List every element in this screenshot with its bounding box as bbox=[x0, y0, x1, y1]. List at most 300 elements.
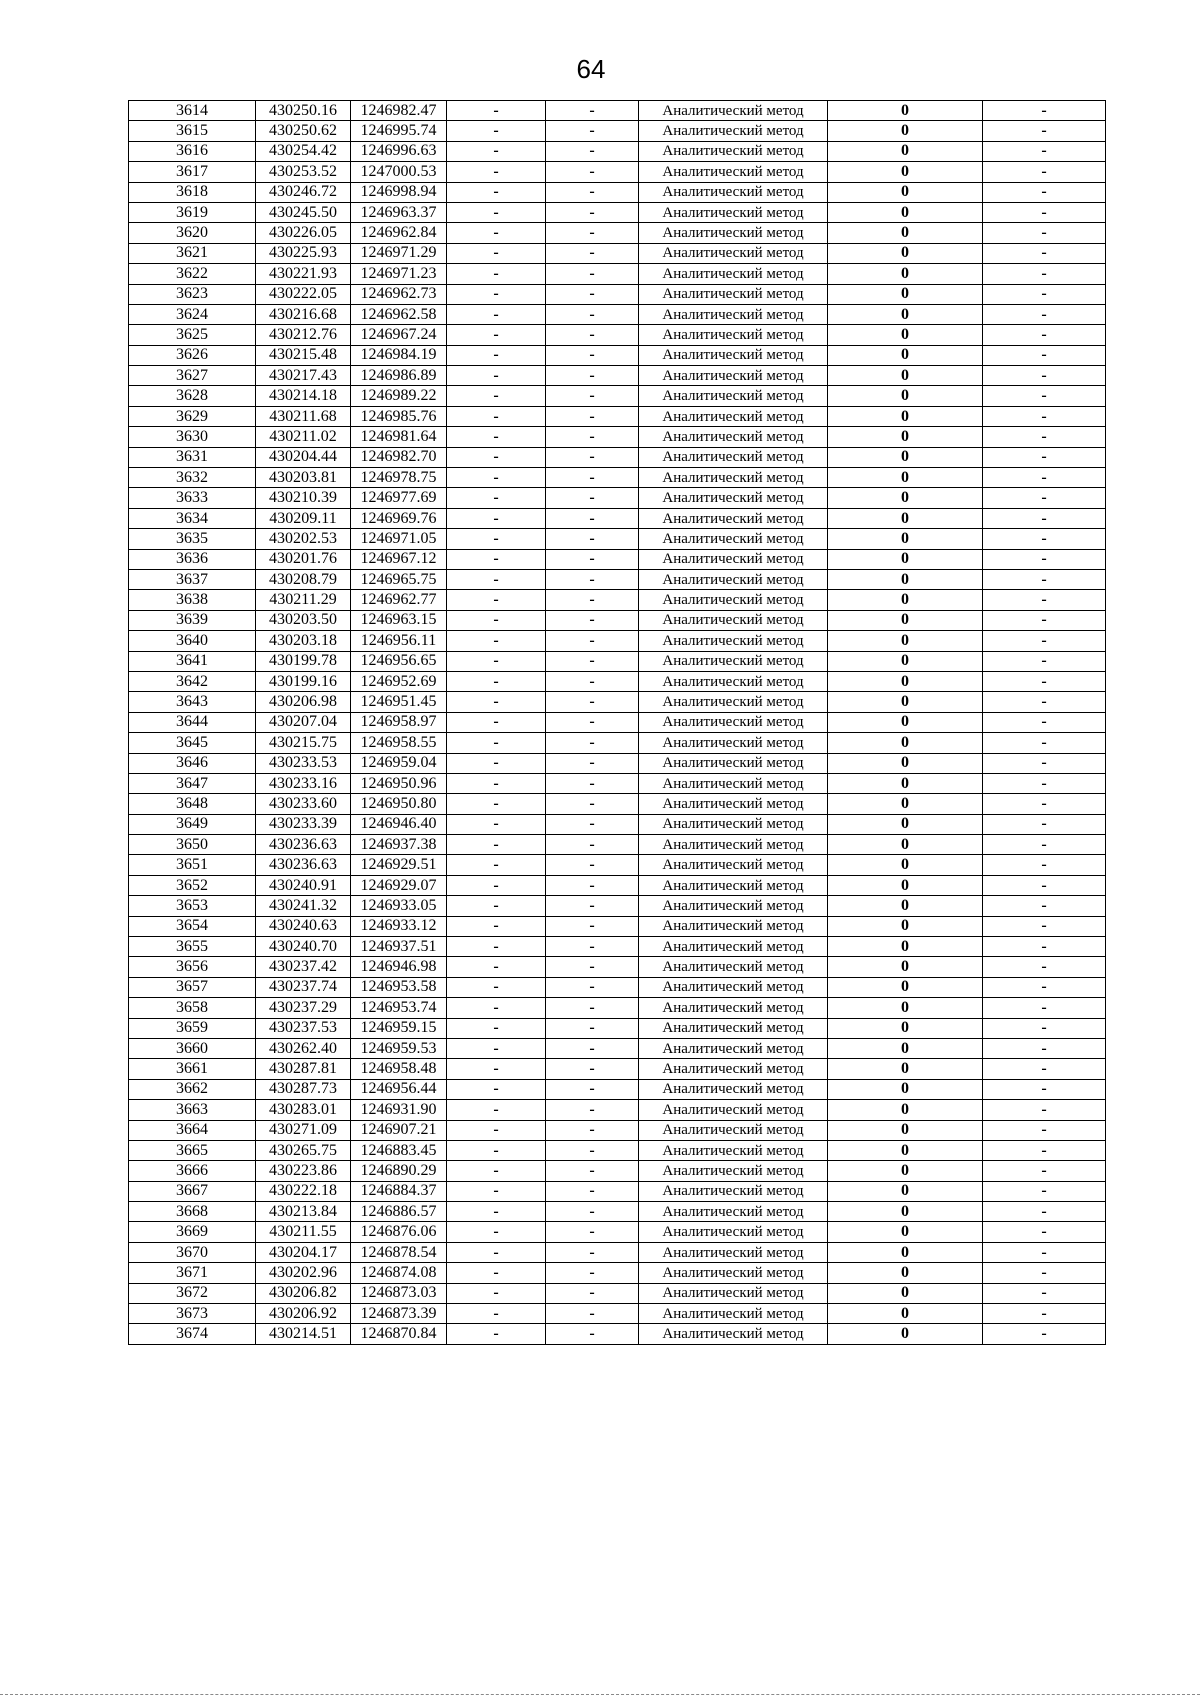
error-value-cell: 0 bbox=[828, 998, 983, 1018]
empty-value-cell: - bbox=[546, 1202, 639, 1222]
empty-value-cell: - bbox=[546, 264, 639, 284]
empty-value-cell: - bbox=[546, 468, 639, 488]
empty-value-cell: - bbox=[546, 223, 639, 243]
y-coordinate-cell: 1246958.55 bbox=[351, 733, 447, 753]
error-value-cell: 0 bbox=[828, 712, 983, 732]
error-value-cell: 0 bbox=[828, 835, 983, 855]
x-coordinate-cell: 430223.86 bbox=[256, 1161, 351, 1181]
y-coordinate-cell: 1246884.37 bbox=[351, 1181, 447, 1201]
empty-value-cell: - bbox=[546, 1242, 639, 1262]
method-cell: Аналитический метод bbox=[639, 916, 828, 936]
x-coordinate-cell: 430209.11 bbox=[256, 508, 351, 528]
point-number-cell: 3647 bbox=[129, 773, 256, 793]
y-coordinate-cell: 1246996.63 bbox=[351, 141, 447, 161]
point-number-cell: 3655 bbox=[129, 937, 256, 957]
empty-value-cell: - bbox=[983, 1161, 1106, 1181]
method-cell: Аналитический метод bbox=[639, 651, 828, 671]
x-coordinate-cell: 430250.16 bbox=[256, 101, 351, 121]
error-value-cell: 0 bbox=[828, 304, 983, 324]
method-cell: Аналитический метод bbox=[639, 529, 828, 549]
x-coordinate-cell: 430212.76 bbox=[256, 325, 351, 345]
point-number-cell: 3646 bbox=[129, 753, 256, 773]
empty-value-cell: - bbox=[983, 671, 1106, 691]
x-coordinate-cell: 430240.70 bbox=[256, 937, 351, 957]
empty-value-cell: - bbox=[983, 835, 1106, 855]
error-value-cell: 0 bbox=[828, 264, 983, 284]
y-coordinate-cell: 1247000.53 bbox=[351, 162, 447, 182]
y-coordinate-cell: 1246873.03 bbox=[351, 1283, 447, 1303]
point-number-cell: 3669 bbox=[129, 1222, 256, 1242]
empty-value-cell: - bbox=[983, 590, 1106, 610]
error-value-cell: 0 bbox=[828, 875, 983, 895]
y-coordinate-cell: 1246963.37 bbox=[351, 202, 447, 222]
empty-value-cell: - bbox=[546, 1100, 639, 1120]
y-coordinate-cell: 1246933.05 bbox=[351, 896, 447, 916]
y-coordinate-cell: 1246931.90 bbox=[351, 1100, 447, 1120]
error-value-cell: 0 bbox=[828, 141, 983, 161]
point-number-cell: 3670 bbox=[129, 1242, 256, 1262]
table-row bbox=[129, 1263, 1106, 1283]
empty-value-cell: - bbox=[447, 835, 546, 855]
empty-value-cell: - bbox=[447, 121, 546, 141]
empty-value-cell: - bbox=[983, 1263, 1106, 1283]
point-number-cell: 3663 bbox=[129, 1100, 256, 1120]
empty-value-cell: - bbox=[546, 508, 639, 528]
empty-value-cell: - bbox=[546, 631, 639, 651]
x-coordinate-cell: 430233.39 bbox=[256, 814, 351, 834]
error-value-cell: 0 bbox=[828, 773, 983, 793]
point-number-cell: 3617 bbox=[129, 162, 256, 182]
error-value-cell: 0 bbox=[828, 590, 983, 610]
table-row bbox=[129, 610, 1106, 630]
x-coordinate-cell: 430216.68 bbox=[256, 304, 351, 324]
empty-value-cell: - bbox=[447, 712, 546, 732]
table-row bbox=[129, 202, 1106, 222]
empty-value-cell: - bbox=[546, 243, 639, 263]
method-cell: Аналитический метод bbox=[639, 1161, 828, 1181]
empty-value-cell: - bbox=[447, 1059, 546, 1079]
x-coordinate-cell: 430206.98 bbox=[256, 692, 351, 712]
empty-value-cell: - bbox=[983, 957, 1106, 977]
point-number-cell: 3615 bbox=[129, 121, 256, 141]
x-coordinate-cell: 430206.92 bbox=[256, 1304, 351, 1324]
y-coordinate-cell: 1246986.89 bbox=[351, 366, 447, 386]
empty-value-cell: - bbox=[447, 1018, 546, 1038]
empty-value-cell: - bbox=[983, 447, 1106, 467]
empty-value-cell: - bbox=[983, 162, 1106, 182]
empty-value-cell: - bbox=[546, 549, 639, 569]
empty-value-cell: - bbox=[447, 386, 546, 406]
y-coordinate-cell: 1246890.29 bbox=[351, 1161, 447, 1181]
x-coordinate-cell: 430199.16 bbox=[256, 671, 351, 691]
empty-value-cell: - bbox=[447, 508, 546, 528]
method-cell: Аналитический метод bbox=[639, 223, 828, 243]
error-value-cell: 0 bbox=[828, 692, 983, 712]
method-cell: Аналитический метод bbox=[639, 1242, 828, 1262]
table-row bbox=[129, 468, 1106, 488]
error-value-cell: 0 bbox=[828, 345, 983, 365]
table-row bbox=[129, 447, 1106, 467]
coordinates-table bbox=[128, 100, 1106, 1345]
method-cell: Аналитический метод bbox=[639, 345, 828, 365]
empty-value-cell: - bbox=[983, 794, 1106, 814]
empty-value-cell: - bbox=[546, 753, 639, 773]
table-row bbox=[129, 325, 1106, 345]
error-value-cell: 0 bbox=[828, 937, 983, 957]
method-cell: Аналитический метод bbox=[639, 814, 828, 834]
empty-value-cell: - bbox=[447, 1324, 546, 1344]
empty-value-cell: - bbox=[983, 1202, 1106, 1222]
point-number-cell: 3640 bbox=[129, 631, 256, 651]
table-row bbox=[129, 121, 1106, 141]
empty-value-cell: - bbox=[983, 264, 1106, 284]
table-row bbox=[129, 243, 1106, 263]
point-number-cell: 3616 bbox=[129, 141, 256, 161]
empty-value-cell: - bbox=[447, 264, 546, 284]
x-coordinate-cell: 430240.91 bbox=[256, 875, 351, 895]
method-cell: Аналитический метод bbox=[639, 325, 828, 345]
table-row bbox=[129, 1120, 1106, 1140]
x-coordinate-cell: 430206.82 bbox=[256, 1283, 351, 1303]
y-coordinate-cell: 1246969.76 bbox=[351, 508, 447, 528]
empty-value-cell: - bbox=[983, 977, 1106, 997]
y-coordinate-cell: 1246971.23 bbox=[351, 264, 447, 284]
empty-value-cell: - bbox=[447, 814, 546, 834]
y-coordinate-cell: 1246962.84 bbox=[351, 223, 447, 243]
point-number-cell: 3654 bbox=[129, 916, 256, 936]
empty-value-cell: - bbox=[983, 101, 1106, 121]
x-coordinate-cell: 430221.93 bbox=[256, 264, 351, 284]
empty-value-cell: - bbox=[546, 447, 639, 467]
table-row bbox=[129, 162, 1106, 182]
x-coordinate-cell: 430204.17 bbox=[256, 1242, 351, 1262]
x-coordinate-cell: 430245.50 bbox=[256, 202, 351, 222]
error-value-cell: 0 bbox=[828, 1263, 983, 1283]
table-row bbox=[129, 182, 1106, 202]
error-value-cell: 0 bbox=[828, 549, 983, 569]
x-coordinate-cell: 430233.60 bbox=[256, 794, 351, 814]
error-value-cell: 0 bbox=[828, 631, 983, 651]
y-coordinate-cell: 1246958.97 bbox=[351, 712, 447, 732]
y-coordinate-cell: 1246962.58 bbox=[351, 304, 447, 324]
empty-value-cell: - bbox=[983, 569, 1106, 589]
empty-value-cell: - bbox=[447, 692, 546, 712]
table-row bbox=[129, 1324, 1106, 1344]
empty-value-cell: - bbox=[546, 855, 639, 875]
y-coordinate-cell: 1246878.54 bbox=[351, 1242, 447, 1262]
empty-value-cell: - bbox=[447, 101, 546, 121]
empty-value-cell: - bbox=[983, 773, 1106, 793]
y-coordinate-cell: 1246907.21 bbox=[351, 1120, 447, 1140]
x-coordinate-cell: 430215.48 bbox=[256, 345, 351, 365]
empty-value-cell: - bbox=[546, 835, 639, 855]
empty-value-cell: - bbox=[447, 998, 546, 1018]
y-coordinate-cell: 1246950.96 bbox=[351, 773, 447, 793]
method-cell: Аналитический метод bbox=[639, 794, 828, 814]
error-value-cell: 0 bbox=[828, 896, 983, 916]
empty-value-cell: - bbox=[983, 1140, 1106, 1160]
empty-value-cell: - bbox=[447, 1181, 546, 1201]
table-row bbox=[129, 1161, 1106, 1181]
table-row bbox=[129, 101, 1106, 121]
method-cell: Аналитический метод bbox=[639, 1059, 828, 1079]
point-number-cell: 3622 bbox=[129, 264, 256, 284]
x-coordinate-cell: 430246.72 bbox=[256, 182, 351, 202]
table-row bbox=[129, 264, 1106, 284]
empty-value-cell: - bbox=[983, 1100, 1106, 1120]
y-coordinate-cell: 1246953.58 bbox=[351, 977, 447, 997]
x-coordinate-cell: 430203.50 bbox=[256, 610, 351, 630]
error-value-cell: 0 bbox=[828, 957, 983, 977]
empty-value-cell: - bbox=[546, 1120, 639, 1140]
empty-value-cell: - bbox=[447, 529, 546, 549]
method-cell: Аналитический метод bbox=[639, 264, 828, 284]
table-row bbox=[129, 1304, 1106, 1324]
error-value-cell: 0 bbox=[828, 366, 983, 386]
empty-value-cell: - bbox=[447, 1304, 546, 1324]
empty-value-cell: - bbox=[546, 1222, 639, 1242]
empty-value-cell: - bbox=[546, 651, 639, 671]
x-coordinate-cell: 430237.42 bbox=[256, 957, 351, 977]
empty-value-cell: - bbox=[546, 182, 639, 202]
method-cell: Аналитический метод bbox=[639, 406, 828, 426]
point-number-cell: 3614 bbox=[129, 101, 256, 121]
empty-value-cell: - bbox=[983, 488, 1106, 508]
y-coordinate-cell: 1246956.11 bbox=[351, 631, 447, 651]
empty-value-cell: - bbox=[447, 427, 546, 447]
empty-value-cell: - bbox=[447, 182, 546, 202]
method-cell: Аналитический метод bbox=[639, 447, 828, 467]
y-coordinate-cell: 1246998.94 bbox=[351, 182, 447, 202]
empty-value-cell: - bbox=[983, 692, 1106, 712]
error-value-cell: 0 bbox=[828, 162, 983, 182]
x-coordinate-cell: 430211.55 bbox=[256, 1222, 351, 1242]
empty-value-cell: - bbox=[983, 651, 1106, 671]
method-cell: Аналитический метод bbox=[639, 366, 828, 386]
x-coordinate-cell: 430214.51 bbox=[256, 1324, 351, 1344]
x-coordinate-cell: 430237.29 bbox=[256, 998, 351, 1018]
empty-value-cell: - bbox=[447, 916, 546, 936]
empty-value-cell: - bbox=[983, 468, 1106, 488]
method-cell: Аналитический метод bbox=[639, 1181, 828, 1201]
error-value-cell: 0 bbox=[828, 651, 983, 671]
point-number-cell: 3637 bbox=[129, 569, 256, 589]
x-coordinate-cell: 430213.84 bbox=[256, 1202, 351, 1222]
empty-value-cell: - bbox=[447, 733, 546, 753]
method-cell: Аналитический метод bbox=[639, 692, 828, 712]
empty-value-cell: - bbox=[546, 1283, 639, 1303]
empty-value-cell: - bbox=[447, 345, 546, 365]
error-value-cell: 0 bbox=[828, 447, 983, 467]
error-value-cell: 0 bbox=[828, 1304, 983, 1324]
empty-value-cell: - bbox=[447, 631, 546, 651]
empty-value-cell: - bbox=[546, 998, 639, 1018]
table-row bbox=[129, 590, 1106, 610]
table-row bbox=[129, 1059, 1106, 1079]
empty-value-cell: - bbox=[546, 794, 639, 814]
table-row bbox=[129, 977, 1106, 997]
x-coordinate-cell: 430225.93 bbox=[256, 243, 351, 263]
y-coordinate-cell: 1246959.04 bbox=[351, 753, 447, 773]
x-coordinate-cell: 430253.52 bbox=[256, 162, 351, 182]
empty-value-cell: - bbox=[546, 304, 639, 324]
point-number-cell: 3644 bbox=[129, 712, 256, 732]
table-row bbox=[129, 855, 1106, 875]
method-cell: Аналитический метод bbox=[639, 1304, 828, 1324]
empty-value-cell: - bbox=[546, 427, 639, 447]
error-value-cell: 0 bbox=[828, 243, 983, 263]
empty-value-cell: - bbox=[447, 325, 546, 345]
y-coordinate-cell: 1246958.48 bbox=[351, 1059, 447, 1079]
y-coordinate-cell: 1246950.80 bbox=[351, 794, 447, 814]
method-cell: Аналитический метод bbox=[639, 671, 828, 691]
point-number-cell: 3619 bbox=[129, 202, 256, 222]
y-coordinate-cell: 1246951.45 bbox=[351, 692, 447, 712]
point-number-cell: 3661 bbox=[129, 1059, 256, 1079]
point-number-cell: 3668 bbox=[129, 1202, 256, 1222]
method-cell: Аналитический метод bbox=[639, 121, 828, 141]
point-number-cell: 3657 bbox=[129, 977, 256, 997]
table-row bbox=[129, 284, 1106, 304]
x-coordinate-cell: 430208.79 bbox=[256, 569, 351, 589]
error-value-cell: 0 bbox=[828, 1324, 983, 1344]
empty-value-cell: - bbox=[546, 590, 639, 610]
point-number-cell: 3631 bbox=[129, 447, 256, 467]
method-cell: Аналитический метод bbox=[639, 488, 828, 508]
empty-value-cell: - bbox=[546, 896, 639, 916]
method-cell: Аналитический метод bbox=[639, 896, 828, 916]
method-cell: Аналитический метод bbox=[639, 162, 828, 182]
empty-value-cell: - bbox=[983, 427, 1106, 447]
error-value-cell: 0 bbox=[828, 1140, 983, 1160]
empty-value-cell: - bbox=[983, 1120, 1106, 1140]
y-coordinate-cell: 1246870.84 bbox=[351, 1324, 447, 1344]
table-row bbox=[129, 835, 1106, 855]
y-coordinate-cell: 1246982.70 bbox=[351, 447, 447, 467]
x-coordinate-cell: 430217.43 bbox=[256, 366, 351, 386]
point-number-cell: 3660 bbox=[129, 1038, 256, 1058]
coordinates-table-body bbox=[129, 101, 1106, 1345]
table-row bbox=[129, 1079, 1106, 1099]
point-number-cell: 3629 bbox=[129, 406, 256, 426]
empty-value-cell: - bbox=[447, 937, 546, 957]
method-cell: Аналитический метод bbox=[639, 243, 828, 263]
table-row bbox=[129, 916, 1106, 936]
error-value-cell: 0 bbox=[828, 427, 983, 447]
empty-value-cell: - bbox=[546, 875, 639, 895]
error-value-cell: 0 bbox=[828, 569, 983, 589]
y-coordinate-cell: 1246963.15 bbox=[351, 610, 447, 630]
empty-value-cell: - bbox=[983, 814, 1106, 834]
empty-value-cell: - bbox=[546, 101, 639, 121]
point-number-cell: 3643 bbox=[129, 692, 256, 712]
empty-value-cell: - bbox=[546, 610, 639, 630]
point-number-cell: 3673 bbox=[129, 1304, 256, 1324]
point-number-cell: 3641 bbox=[129, 651, 256, 671]
empty-value-cell: - bbox=[983, 121, 1106, 141]
empty-value-cell: - bbox=[983, 1283, 1106, 1303]
point-number-cell: 3674 bbox=[129, 1324, 256, 1344]
method-cell: Аналитический метод bbox=[639, 733, 828, 753]
point-number-cell: 3623 bbox=[129, 284, 256, 304]
method-cell: Аналитический метод bbox=[639, 753, 828, 773]
empty-value-cell: - bbox=[546, 773, 639, 793]
empty-value-cell: - bbox=[447, 202, 546, 222]
empty-value-cell: - bbox=[546, 1304, 639, 1324]
point-number-cell: 3624 bbox=[129, 304, 256, 324]
point-number-cell: 3667 bbox=[129, 1181, 256, 1201]
empty-value-cell: - bbox=[983, 1059, 1106, 1079]
x-coordinate-cell: 430211.29 bbox=[256, 590, 351, 610]
table-row bbox=[129, 488, 1106, 508]
table-row bbox=[129, 1100, 1106, 1120]
table-row bbox=[129, 549, 1106, 569]
x-coordinate-cell: 430203.18 bbox=[256, 631, 351, 651]
empty-value-cell: - bbox=[447, 468, 546, 488]
table-row bbox=[129, 1222, 1106, 1242]
empty-value-cell: - bbox=[546, 284, 639, 304]
y-coordinate-cell: 1246984.19 bbox=[351, 345, 447, 365]
y-coordinate-cell: 1246995.74 bbox=[351, 121, 447, 141]
empty-value-cell: - bbox=[447, 1222, 546, 1242]
table-row bbox=[129, 957, 1106, 977]
table-row bbox=[129, 304, 1106, 324]
empty-value-cell: - bbox=[546, 712, 639, 732]
error-value-cell: 0 bbox=[828, 1079, 983, 1099]
point-number-cell: 3666 bbox=[129, 1161, 256, 1181]
x-coordinate-cell: 430203.81 bbox=[256, 468, 351, 488]
table-row bbox=[129, 671, 1106, 691]
empty-value-cell: - bbox=[983, 202, 1106, 222]
point-number-cell: 3627 bbox=[129, 366, 256, 386]
empty-value-cell: - bbox=[983, 855, 1106, 875]
empty-value-cell: - bbox=[546, 1181, 639, 1201]
error-value-cell: 0 bbox=[828, 488, 983, 508]
empty-value-cell: - bbox=[546, 488, 639, 508]
empty-value-cell: - bbox=[447, 773, 546, 793]
method-cell: Аналитический метод bbox=[639, 386, 828, 406]
y-coordinate-cell: 1246937.51 bbox=[351, 937, 447, 957]
empty-value-cell: - bbox=[983, 284, 1106, 304]
empty-value-cell: - bbox=[546, 406, 639, 426]
empty-value-cell: - bbox=[546, 733, 639, 753]
table-row bbox=[129, 366, 1106, 386]
empty-value-cell: - bbox=[546, 345, 639, 365]
empty-value-cell: - bbox=[983, 753, 1106, 773]
empty-value-cell: - bbox=[546, 141, 639, 161]
point-number-cell: 3632 bbox=[129, 468, 256, 488]
empty-value-cell: - bbox=[983, 1181, 1106, 1201]
method-cell: Аналитический метод bbox=[639, 468, 828, 488]
y-coordinate-cell: 1246953.74 bbox=[351, 998, 447, 1018]
empty-value-cell: - bbox=[546, 1140, 639, 1160]
error-value-cell: 0 bbox=[828, 325, 983, 345]
x-coordinate-cell: 430287.73 bbox=[256, 1079, 351, 1099]
method-cell: Аналитический метод bbox=[639, 712, 828, 732]
empty-value-cell: - bbox=[983, 712, 1106, 732]
x-coordinate-cell: 430262.40 bbox=[256, 1038, 351, 1058]
table-row bbox=[129, 508, 1106, 528]
error-value-cell: 0 bbox=[828, 406, 983, 426]
method-cell: Аналитический метод bbox=[639, 977, 828, 997]
error-value-cell: 0 bbox=[828, 794, 983, 814]
point-number-cell: 3620 bbox=[129, 223, 256, 243]
table-row bbox=[129, 223, 1106, 243]
y-coordinate-cell: 1246989.22 bbox=[351, 386, 447, 406]
table-row bbox=[129, 141, 1106, 161]
x-coordinate-cell: 430222.05 bbox=[256, 284, 351, 304]
point-number-cell: 3652 bbox=[129, 875, 256, 895]
